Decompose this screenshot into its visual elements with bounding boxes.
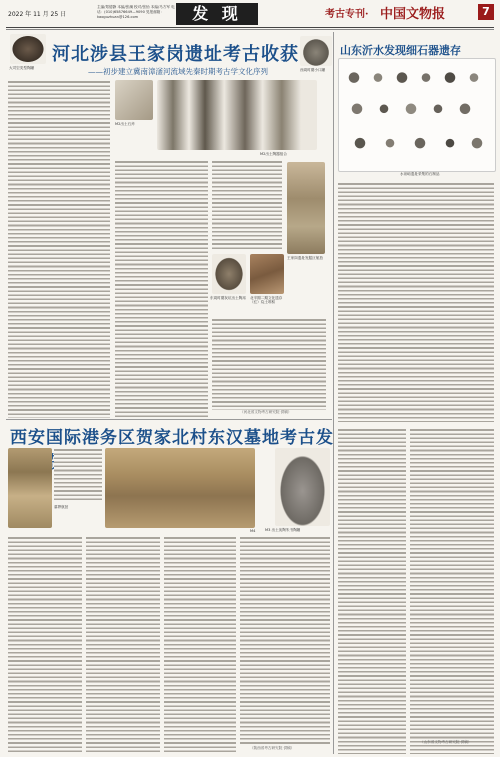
article1-body-col4	[212, 318, 326, 410]
caption-pottery-group: M2出土陶器组合	[260, 152, 287, 156]
article2-body-col3	[338, 428, 406, 754]
caption-cemetery: 墓葬航拍	[54, 505, 69, 509]
caption-m4: M4	[250, 529, 256, 533]
site-aerial-photo	[287, 162, 325, 254]
caption-jar-m3: M3 出土灰陶朱书陶罐	[265, 528, 301, 532]
article2-body-col1	[338, 182, 494, 422]
newspaper-logo: 中国文物报	[380, 7, 446, 22]
article3-body-col1	[8, 536, 82, 754]
article2-title: 山东沂水发现细石器遗存	[340, 44, 461, 57]
caption-aerial: 王家岗遗址发掘区航拍	[287, 256, 323, 260]
article1-title: 河北涉县王家岗遗址考古收获	[52, 44, 299, 65]
stone-axe-photo	[115, 80, 153, 120]
caption-jar: 大司空类型陶罐	[9, 66, 35, 70]
article3-body-col3	[164, 536, 236, 754]
section-divider	[6, 419, 332, 420]
stone-tool-grid	[342, 62, 492, 166]
pottery-group-photo	[157, 80, 317, 150]
article2-body-col2	[410, 428, 494, 754]
tomb-m4-photo	[105, 448, 255, 528]
section-banner: 发 现	[176, 3, 258, 25]
cinnabar-jar-photo	[275, 448, 330, 526]
caption-stone-axe: M2出土石斧	[115, 122, 135, 126]
article3-body-col4	[240, 536, 330, 746]
column-divider	[333, 32, 334, 754]
article3-body-col2	[86, 536, 160, 754]
article3-source: （陕西省考古研究院 供稿）	[250, 746, 295, 750]
column-name: 考古专刊·	[325, 9, 369, 20]
article1-subtitle: ——初步建立冀南漳滏河流域先秦时期考古学文化序列	[88, 67, 268, 76]
editorial-credits: 主编/郑德静 本编/张澜 校对/张怡 本编/马方军 电话：(010)65876649—9090 见报邮箱：kaoguzhuan@126.com	[97, 5, 175, 19]
article1-source: （河北省文物考古研究院 供稿）	[240, 410, 292, 414]
caption-burnt-soil: 北辛期二期文化遗存（红）烧土堆积	[250, 296, 283, 305]
caption-stone-tools: 水泉峪遗址采集的石制品	[400, 172, 440, 176]
article2-source: （山东省文物考古研究院 供稿）	[420, 740, 472, 744]
burnt-soil-photo	[250, 254, 284, 294]
article3-title: 西安国际港务区贺家北村东汉墓地考古发	[10, 428, 334, 448]
cemetery-aerial-photo	[8, 448, 52, 528]
small-mouth-jar-photo	[300, 36, 332, 66]
li-tripod-photo	[212, 254, 246, 294]
caption-li-tripod: 东周时期灰坑出土陶鬲	[210, 296, 246, 300]
caption-small-jar: 西周时期小口罐	[300, 68, 326, 72]
pottery-jar-photo	[10, 34, 46, 64]
header-rule	[6, 27, 494, 28]
issue-date: 2022 年 11 月 25 日	[8, 11, 67, 18]
article3-intro	[54, 448, 102, 500]
header-rule-thin	[6, 29, 494, 30]
article1-body-col2	[115, 160, 208, 418]
page-number: 7	[478, 4, 494, 20]
article1-body-col3	[212, 160, 282, 250]
article1-body-col1	[8, 80, 110, 418]
